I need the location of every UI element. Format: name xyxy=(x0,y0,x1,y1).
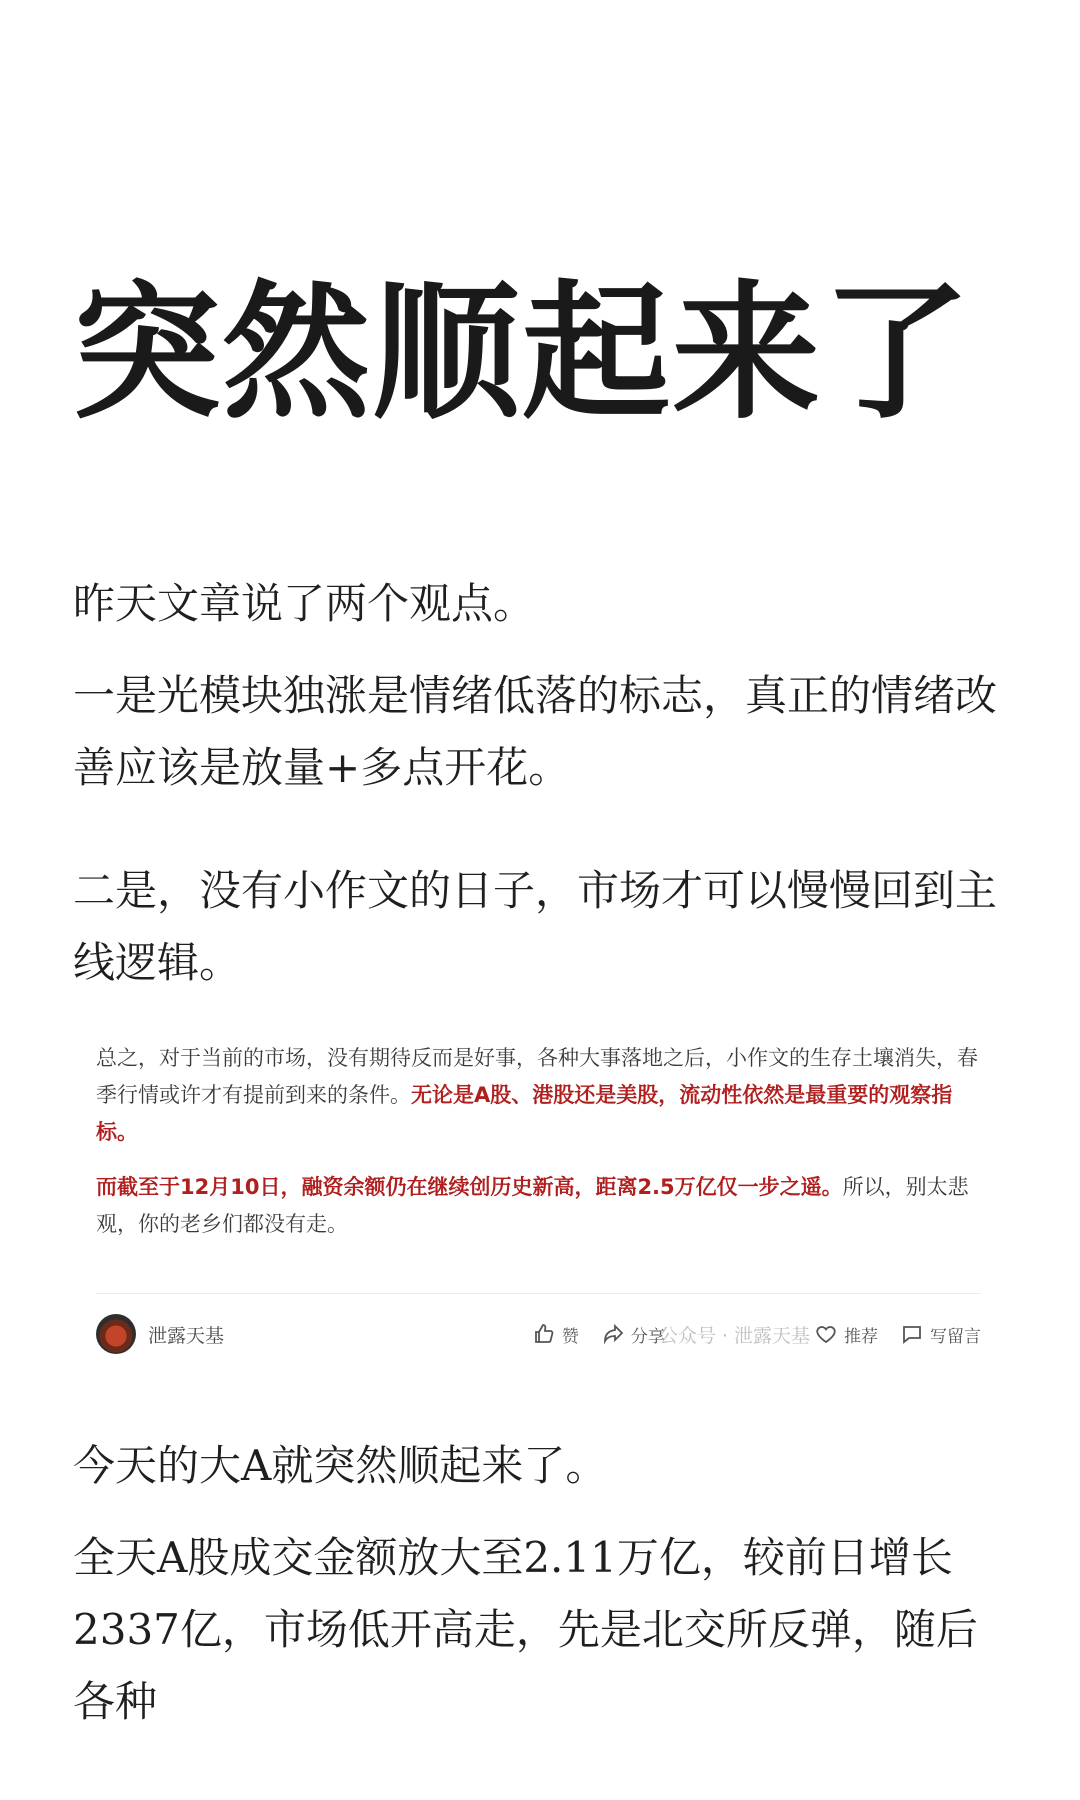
paragraph-3: 二是，没有小作文的日子，市场才可以慢慢回到主线逻辑。 xyxy=(73,866,998,987)
article-title: 突然顺起来了 xyxy=(72,265,972,439)
recommend-label: 推荐 xyxy=(844,1326,878,1347)
comment-icon xyxy=(900,1322,924,1346)
thumbs-up-icon xyxy=(532,1322,556,1346)
comment-label: 写留言 xyxy=(930,1326,981,1347)
card-actions xyxy=(510,1321,981,1348)
share-icon xyxy=(601,1322,625,1346)
card-divider xyxy=(96,1293,981,1294)
like-label: 赞 xyxy=(561,1326,579,1347)
paragraph-1: 昨天文章说了两个观点。 xyxy=(73,579,536,628)
quote-text: 总之，对于当前的市场，没有期待反而是好事，各种大事落地之后，小作文的生存土壤消失，春季行情或许才有提前到来的条件。 xyxy=(96,1046,978,1107)
like-button[interactable] xyxy=(532,1322,579,1347)
paragraph-5: 全天A股成交金额放大至2.11万亿，较前日增长2337亿，市场低开高走，先是北交所反弹，随后各种 xyxy=(73,1533,978,1726)
quote-highlight: 而截至于12月10日，融资余额仍在继续创历史新高，距离2.5万亿仅一步之遥。 xyxy=(96,1175,843,1199)
paragraph-4: 今天的大A就突然顺起来了。 xyxy=(73,1441,608,1490)
author-avatar[interactable] xyxy=(96,1314,136,1354)
quoted-article-card xyxy=(96,1040,981,1370)
quote-paragraph-2 xyxy=(96,1169,981,1243)
comment-button[interactable] xyxy=(900,1322,981,1347)
paragraph-2: 一是光模块独涨是情绪低落的标志，真正的情绪改善应该是放量+多点开花。 xyxy=(73,671,998,792)
recommend-button[interactable] xyxy=(814,1322,878,1347)
author-name[interactable]: 泄露天基 xyxy=(148,1324,225,1347)
share-button[interactable] xyxy=(601,1322,665,1347)
quote-highlight: 无论是A股、港股还是美股，流动性依然是最重要的观察指标。 xyxy=(96,1083,953,1144)
heart-icon xyxy=(814,1322,838,1346)
card-footer xyxy=(96,1312,981,1356)
quote-text: 所以，别太悲观，你的老乡们都没有走。 xyxy=(96,1175,969,1236)
watermark: 公众号 · 泄露天基 xyxy=(658,1324,810,1347)
quote-paragraph-1 xyxy=(96,1040,981,1151)
share-label: 分享 xyxy=(630,1326,665,1347)
